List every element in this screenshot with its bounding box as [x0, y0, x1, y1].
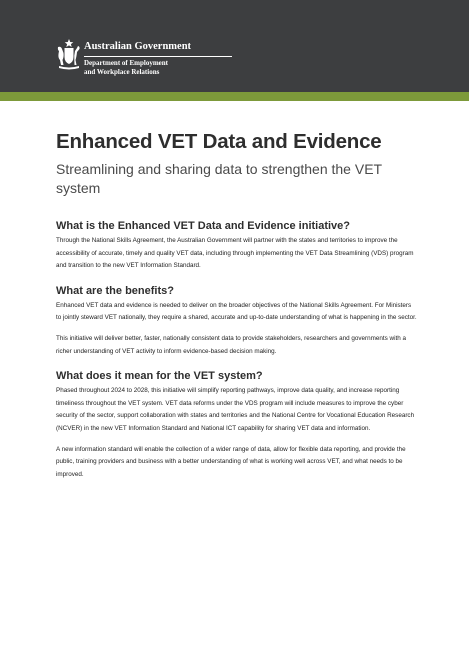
document-body — [56, 130, 418, 481]
department-line-2: and Workplace Relations — [84, 67, 160, 76]
accent-band — [0, 92, 469, 101]
section-benefits — [56, 285, 418, 358]
department-line-1: Department of Employment — [84, 59, 168, 67]
section-paragraph: Enhanced VET data and evidence is needed to deliver on the broader objectives of the National Skills Agreement. For Ministers to jointly steward VET nationally, they require a shared, accurate and up-to-date understanding of what is happening in the sector. — [56, 301, 417, 322]
section-initiative — [56, 220, 418, 273]
section-heading: What does it mean for the VET system? — [56, 370, 263, 383]
header-banner — [0, 0, 469, 92]
section-vet-system — [56, 370, 418, 481]
logo-divider — [84, 56, 232, 57]
section-paragraph: Through the National Skills Agreement, the Australian Government will partner with the states and territories to improve the accessibility of accurate, timely and quality VET data, including through implementing the VET Data Streamlining (VDS) program and transition to the new VET Information Standard. — [56, 237, 414, 270]
government-logo — [56, 38, 246, 88]
government-name: Australian Government — [84, 41, 192, 52]
document-subtitle: Streamlining and sharing data to strengthen the VET system — [56, 161, 382, 196]
section-paragraph: This initiative will deliver better, faster, nationally consistent data to provide stakeholders, researchers and governments with a richer understanding of VET activity to inform evidence-based decision making. — [56, 334, 407, 355]
section-paragraph: A new information standard will enable the collection of a wider range of data, allow for flexible data reporting, and provide the public, training providers and business with a better understanding of what is working well across VET, and what needs to be improved. — [56, 445, 406, 478]
section-heading: What is the Enhanced VET Data and Evidence initiative? — [56, 220, 351, 232]
coat-of-arms-icon — [56, 38, 82, 72]
department-name — [84, 59, 168, 76]
section-paragraph: Phased throughout 2024 to 2028, this initiative will simplify reporting pathways, improve data quality, and increase reporting timeliness throughout the VET system. VET data reforms under the VDS program will include measures to improve the cyber security of the sector, support collaboration with states and territories and the National Centre for Vocational Education Research (NCVER) in the new VET Information Standard and National ICT capability for sharing VET data and information. — [56, 387, 415, 432]
document-title: Enhanced VET Data and Evidence — [56, 130, 382, 153]
section-heading: What are the benefits? — [56, 284, 174, 297]
